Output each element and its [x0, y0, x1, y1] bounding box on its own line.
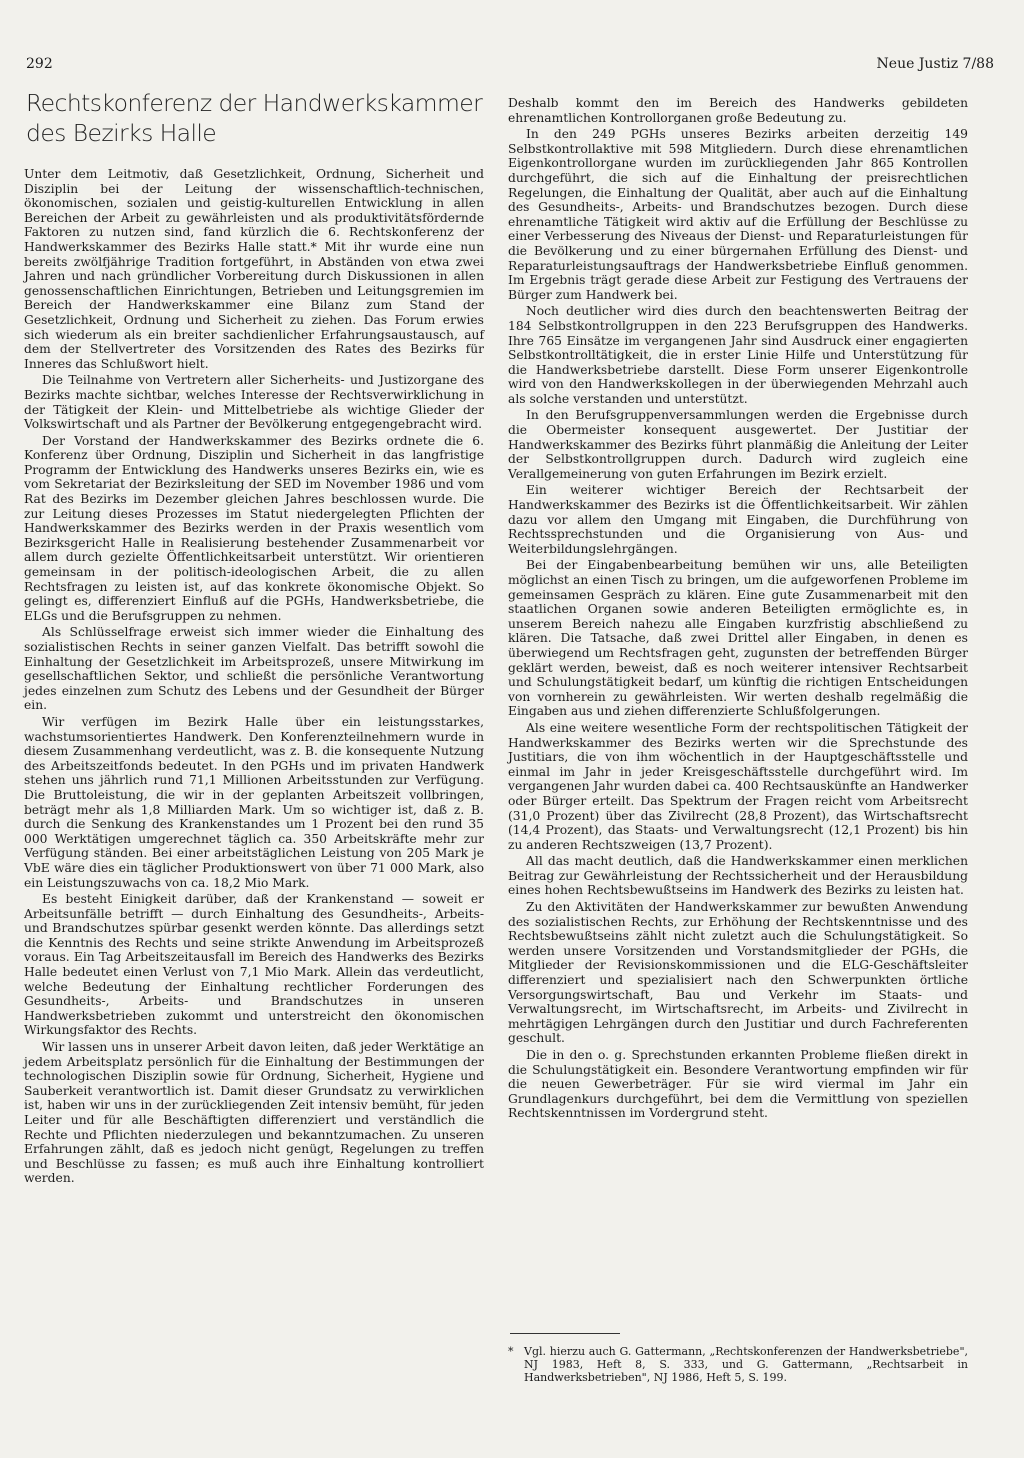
- paragraph: Unter dem Leitmotiv, daß Gesetzlichkeit, Ordnung, Sicherheit und Disziplin bei der Leitung der wissenschaftlich-technischen, ökonomischen, sozialen und geistig-kulturellen Entwicklung in allen Bereichen der Arbeit zu gewährleisten und als produktivitätsfördernde Faktoren zu nutzen sind, fand kürzlich die 6. Rechtskonferenz der Handwerkskammer des Bezirks Halle statt.* Mit ihr wurde eine nun bereits zwölfjährige Tradition fortgeführt, in Abständen von etwa zwei Jahren und nach gründlicher Vorbereitung durch Diskussionen in allen genossenschaftlichen Einrichtungen, Betrieben und Leitungsgremien im Bereich der Handwerkskammer eine Bilanz zum Stand der Gesetzlichkeit, Ordnung und Sicherheit zu ziehen. Das Forum erwies sich wiederum als ein breiter sachdienlicher Erfahrungsaustausch, auf dem der Stellvertreter des Vorsitzenden des Rates des Bezirks für Inneres das Schlußwort hielt.: [24, 167, 484, 371]
- paragraph: Deshalb kommt den im Bereich des Handwerks gebildeten ehrenamtlichen Kontrollorganen große Bedeutung zu.: [508, 96, 968, 125]
- footnote-divider: [510, 1333, 620, 1334]
- paragraph: Bei der Eingabenbearbeitung bemühen wir uns, alle Beteiligten möglichst an einen Tisch zu bringen, um die aufgeworfenen Probleme im gemeinsamen Gespräch zu klären. Eine gute Zusammenarbeit mit den staatlichen Organen sowie anderen Beteiligten ermöglichte es, in unserem Bereich nahezu alle Eingaben kurzfristig abschließend zu klären. Die Tatsache, daß zwei Drittel aller Eingaben, in denen es überwiegend um Rechtsfragen geht, zugunsten der betreffenden Bürger geklärt werden, beweist, daß es noch weiterer intensiver Rechtsarbeit und Schulungstätigkeit bedarf, um künftig die richtigen Entscheidungen von vornherein zu gewährleisten. Wir werten deshalb regelmäßig die Eingaben aus und ziehen differenzierte Schlußfolgerungen.: [508, 558, 968, 719]
- paragraph: Als eine weitere wesentliche Form der rechtspolitischen Tätigkeit der Handwerkskammer des Bezirks werten wir die Sprechstunde des Justitiars, die von ihm wöchentlich in der Hauptgeschäftsstelle und einmal im Jahr in jeder Kreisgeschäftsstelle durchgeführt wird. Im vergangenen Jahr wurden dabei ca. 400 Rechtsauskünfte an Handwerker oder Bürger erteilt. Das Spektrum der Fragen reicht vom Arbeitsrecht (31,0 Prozent) über das Zivilrecht (28,8 Prozent), das Wirtschaftsrecht (14,4 Prozent), das Staats- und Verwaltungsrecht (12,1 Prozent) bis hin zu anderen Rechtszweigen (13,7 Prozent).: [508, 720, 968, 852]
- page-header: [26, 56, 994, 76]
- paragraph: In den 249 PGHs unseres Bezirks arbeiten derzeitig 149 Selbstkontrollaktive mit 598 Mitgliedern. Durch diese ehrenamtlichen Eigenkontrollorgane wurden im zurückliegenden Jahr 865 Kontrollen durchgeführt, die sich auf die Einhaltung der preisrechtlichen Regelungen, die Einhaltung der Qualität, aber auch auf die Einhaltung des Gesundheits-, Arbeits- und Brandschutzes bezogen. Durch diese ehrenamtliche Tätigkeit wird aktiv auf die Erfüllung der Beschlüsse zu einer Verbesserung des Niveaus der Dienst- und Reparaturleistungen für die Bevölkerung und zu einer bürgernahen Erfüllung des Dienst- und Reparaturleistungsauftrags der Handwerksbetriebe Einfluß genommen. Im Ergebnis trägt gerade diese Arbeit zur Festigung des Vertrauens der Bürger zum Handwerk bei.: [508, 127, 968, 302]
- paragraph: Der Vorstand der Handwerkskammer des Bezirks ordnete die 6. Konferenz über Ordnung, Disziplin und Sicherheit in das langfristige Programm der Entwicklung des Handwerks unseres Bezirks ein, wie es vom Sekretariat der Bezirksleitung der SED im November 1986 und vom Rat des Bezirks im Dezember gleichen Jahres beschlossen wurde. Die zur Leitung dieses Prozesses im Statut niedergelegten Pflichten der Handwerkskammer des Bezirks werden in der Praxis wesentlich vom Bezirksgericht Halle in Realisierung bestehender Zusammenarbeit vor allem durch gezielte Öffentlichkeitsarbeit unterstützt. Wir orientieren gemeinsam in der politisch-ideologischen Arbeit, die zu allen Rechtsfragen zu leisten ist, auf das konkrete ökonomische Objekt. So gelingt es, differenziert Einfluß auf die PGHs, Handwerksbetriebe, die ELGs und die Berufsgruppen zu nehmen.: [24, 433, 484, 623]
- article-title-line-1: Rechtskonferenz der Handwerkskammer: [26, 89, 483, 117]
- paragraph: Wir lassen uns in unserer Arbeit davon leiten, daß jeder Werktätige an jedem Arbeitsplatz persönlich für die Einhaltung der Bestimmungen der technologischen Disziplin sowie für Ordnung, Sicherheit, Hygiene und Sauberkeit verantwortlich ist. Damit dieser Grundsatz zu verwirklichen ist, haben wir uns in der zurückliegenden Zeit intensiv bemüht, für jeden Leiter und für alle Beschäftigten differenziert und verständlich die Rechte und Pflichten niederzulegen und bekanntzumachen. Zu unseren Erfahrungen zählt, daß es jedoch nicht genügt, Regelungen zu treffen und Beschlüsse zu fassen; es muß auch ihre Einhaltung kontrolliert werden.: [24, 1040, 484, 1186]
- paragraph: Es besteht Einigkeit darüber, daß der Krankenstand — soweit er Arbeitsunfälle betrifft — durch Einhaltung des Gesundheits-, Arbeits- und Brandschutzes spürbar gesenkt werden könnte. Das allerdings setzt die Kenntnis des Rechts und seine strikte Anwendung im Arbeitsprozeß voraus. Ein Tag Arbeitszeitausfall im Bereich des Handwerks des Bezirks Halle bedeutet einen Verlust von 7,1 Mio Mark. Allein das verdeutlicht, welche Bedeutung der Einhaltung rechtlicher Forderungen des Gesundheits-, Arbeits- und Brandschutzes in unseren Handwerksbetrieben zukommt und unterstreicht den ökonomischen Wirkungsfaktor des Rechts.: [24, 892, 484, 1038]
- paragraph: All das macht deutlich, daß die Handwerkskammer einen merklichen Beitrag zur Gewährleistung der Rechtssicherheit und der Herausbildung eines hohen Rechtsbewußtseins im Handwerk des Bezirks zu leisten hat.: [508, 854, 968, 898]
- paragraph: In den Berufsgruppenversammlungen werden die Ergebnisse durch die Obermeister konsequent ausgewertet. Der Justitiar der Handwerkskammer des Bezirks führt planmäßig die Anleitung der Leiter der Selbstkontrollgruppen durch. Dadurch wird zugleich eine Verallgemeinerung von guten Erfahrungen im Bezirk erzielt.: [508, 408, 968, 481]
- article-title-line-2: des Bezirks Halle: [26, 119, 217, 147]
- journal-issue: Neue Justiz 7/88: [876, 56, 994, 72]
- page-number: 292: [26, 56, 53, 72]
- paragraph: Die in den o. g. Sprechstunden erkannten Probleme fließen direkt in die Schulungstätigkeit ein. Besondere Verantwortung empfinden wir für die neuen Gewerbeträger. Für sie wird viermal im Jahr ein Grundlagenkurs durchgeführt, bei dem die Vermittlung von speziellen Rechtskenntnissen im Vordergrund steht.: [508, 1048, 968, 1121]
- paragraph: Die Teilnahme von Vertretern aller Sicherheits- und Justizorgane des Bezirks machte sichtbar, welches Interesse der Rechtsverwirklichung in der Tätigkeit der Klein- und Mittelbetriebe als wichtige Glieder der Volkswirtschaft und als Partner der Bevölkerung entgegengebracht wird.: [24, 373, 484, 432]
- paragraph: Ein weiterer wichtiger Bereich der Rechtsarbeit der Handwerkskammer des Bezirks ist die Öffentlichkeitsarbeit. Wir zählen dazu vor allem den Umgang mit Eingaben, die Durchführung von Rechtssprechstunden und die Organisierung von Aus- und Weiterbildungslehrgängen.: [508, 483, 968, 556]
- footnote: [508, 1345, 968, 1385]
- paragraph: Wir verfügen im Bezirk Halle über ein leistungsstarkes, wachstumsorientiertes Handwerk. Den Konferenzteilnehmern wurde in diesem Zusammenhang verdeutlicht, was z. B. die konsequente Nutzung des Arbeitszeitfonds bedeutet. In den PGHs und im privaten Handwerk stehen uns jährlich rund 71,1 Millionen Arbeitsstunden zur Verfügung. Die Bruttoleistung, die wir in der geplanten Arbeitszeit vollbringen, beträgt mehr als 1,8 Milliarden Mark. Um so wichtiger ist, daß z. B. durch die Senkung des Krankenstandes um 1 Prozent bei den rund 35 000 Werktätigen umgerechnet täglich ca. 350 Arbeitskräfte mehr zur Verfügung ständen. Bei einer arbeitstäglichen Leistung von 205 Mark je VbE wäre dies ein täglicher Produktionswert von über 71 000 Mark, also ein Leistungszuwachs von ca. 18,2 Mio Mark.: [24, 714, 484, 890]
- left-column: [24, 89, 484, 1188]
- paragraph: Zu den Aktivitäten der Handwerkskammer zur bewußten Anwendung des sozialistischen Rechts, zur Erhöhung der Rechtskenntnisse und des Rechtsbewußtseins zählt nicht zuletzt auch die Schulungstätigkeit. So werden unsere Vorsitzenden und Vorstandsmitglieder der PGHs, die Mitglieder der Revisionskommissionen und die ELG-Geschäftsleiter differenziert und spezialisiert nach den Schwerpunkten örtliche Versorgungswirtschaft, Bau und Verkehr im Staats- und Verwaltungsrecht, im Wirtschaftsrecht, im Arbeits- und Zivilrecht in mehrtägigen Lehrgängen durch den Justitiar und durch Fachreferenten geschult.: [508, 900, 968, 1046]
- article-title: [26, 88, 484, 148]
- right-column: [508, 96, 968, 1123]
- paragraph: Noch deutlicher wird dies durch den beachtenswerten Beitrag der 184 Selbstkontrollgruppen in den 223 Berufsgruppen des Handwerks. Ihre 765 Einsätze im vergangenen Jahr sind Ausdruck einer engagierten Selbstkontrolltätigkeit, die in erster Linie Hilfe und Unterstützung für die Handwerksbetriebe darstellt. Diese Form unserer Eigenkontrolle wird von den Handwerkskollegen in der überwiegenden Mehrzahl auch als solche verstanden und unterstützt.: [508, 304, 968, 406]
- footnote-text: Vgl. hierzu auch G. Gattermann, „Rechtskonferenzen der Handwerksbetriebe", NJ 1983, Heft 8, S. 333, und G. Gattermann, „Rechtsarbeit in Handwerksbetrieben", NJ 1986, Heft 5, S. 199.: [524, 1345, 968, 1385]
- footnote-marker: *: [508, 1345, 514, 1358]
- paragraph: Als Schlüsselfrage erweist sich immer wieder die Einhaltung des sozialistischen Rechts in seiner ganzen Vielfalt. Das betrifft sowohl die Einhaltung der Gesetzlichkeit im Arbeitsprozeß, unsere Mitwirkung im gesellschaftlichen Sektor, und schließt die persönliche Verantwortung jedes einzelnen zum Schutz des Lebens und der Gesundheit der Bürger ein.: [24, 625, 484, 713]
